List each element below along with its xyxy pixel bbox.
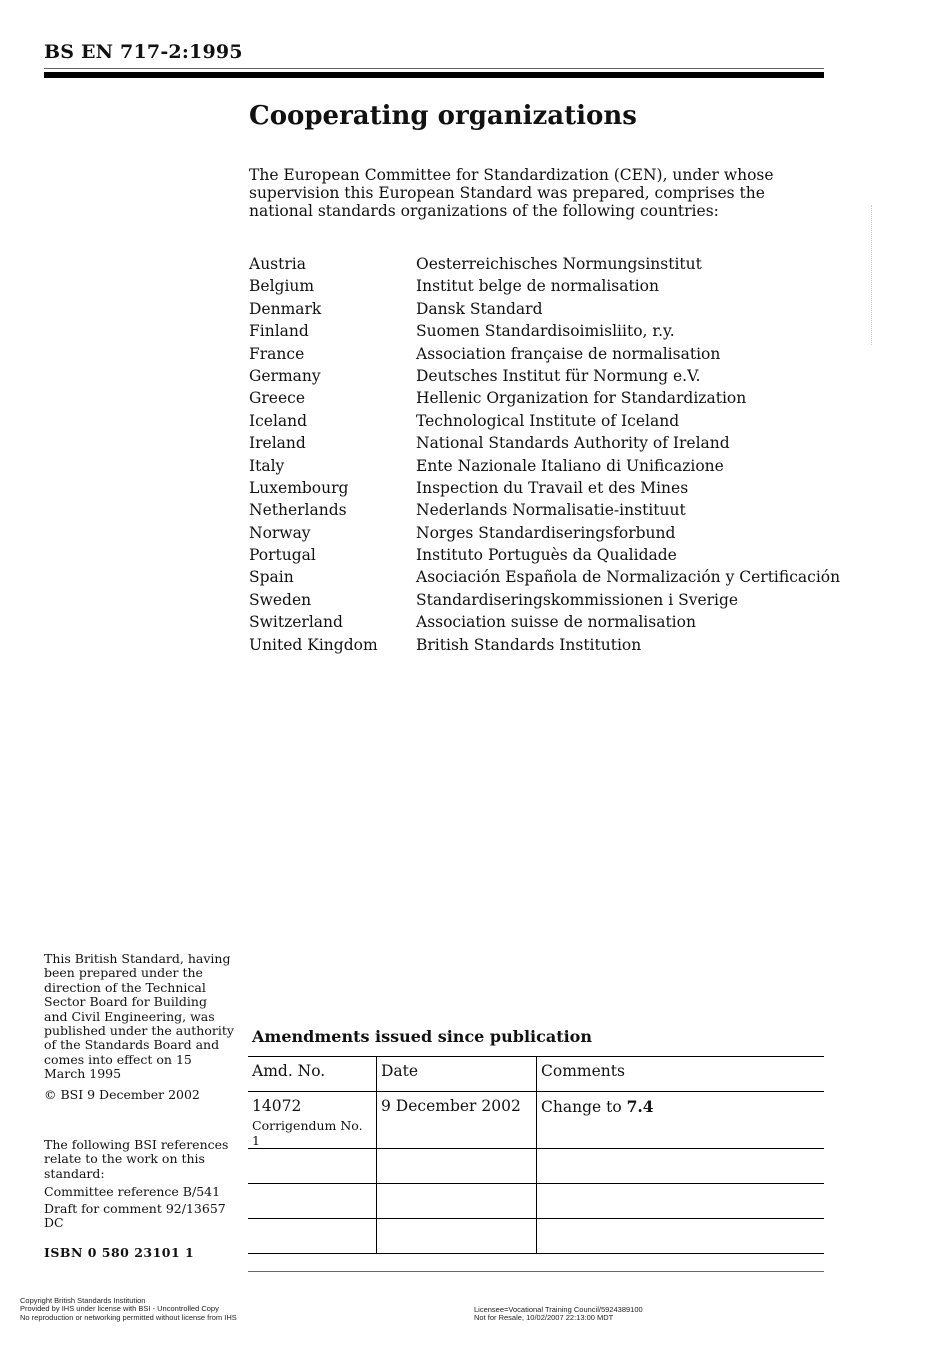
org-country: Austria xyxy=(249,255,306,273)
org-row xyxy=(249,432,840,454)
footer-copyright: Copyright British Standards Institution xyxy=(20,1296,146,1305)
org-country: Sweden xyxy=(249,590,312,609)
org-row xyxy=(249,499,840,521)
org-country: United Kingdom xyxy=(249,635,378,654)
committee-reference: Committee reference B/541 xyxy=(44,1184,221,1199)
footer-restriction: No reproduction or networking permitted without license from IHS xyxy=(20,1312,237,1322)
bottom-rule xyxy=(248,1271,824,1272)
org-country: France xyxy=(249,344,305,363)
table-row xyxy=(248,1219,824,1254)
amd-comment-text: Change to xyxy=(541,1098,622,1116)
amd-comment-clause: 7.4 xyxy=(626,1097,654,1116)
org-name: Standardiseringskommissionen i Sverige xyxy=(416,590,739,609)
footer-left xyxy=(20,1297,237,1322)
org-name: Ente Nazionale Italiano di Unificazione xyxy=(416,456,724,475)
org-name: Instituto Portuguès da Qualidade xyxy=(416,546,677,565)
org-name: National Standards Authority of Ireland xyxy=(416,434,730,453)
org-name: Norges Standardiseringsforbund xyxy=(416,523,676,542)
org-row xyxy=(249,522,840,544)
org-row xyxy=(249,544,840,566)
header-rule-thick xyxy=(44,72,824,78)
amendments-title: Amendments issued since publication xyxy=(252,1027,592,1046)
table-row xyxy=(248,1149,824,1184)
org-name: Technological Institute of Iceland xyxy=(416,411,680,430)
org-row xyxy=(249,387,840,409)
org-country: Germany xyxy=(249,366,321,385)
header-amd-no: Amd. No. xyxy=(248,1057,377,1092)
org-country: Iceland xyxy=(249,411,308,430)
org-row xyxy=(249,410,840,432)
org-row xyxy=(249,634,840,656)
org-country: Italy xyxy=(249,456,285,475)
org-country: Switzerland xyxy=(249,613,343,632)
org-row xyxy=(249,611,840,633)
org-row xyxy=(249,343,840,365)
copyright-line: © BSI 9 December 2002 xyxy=(44,1087,200,1102)
org-row xyxy=(249,477,840,499)
table-row xyxy=(248,1184,824,1219)
org-name: Association suisse de normalisation xyxy=(416,613,696,632)
org-name: Deutsches Institut für Normung e.V. xyxy=(416,366,701,385)
footer-resale: Not for Resale, 10/02/2007 22:13:00 MDT xyxy=(474,1313,614,1323)
table-row xyxy=(248,1092,824,1149)
header-date: Date xyxy=(377,1057,537,1092)
org-country: Denmark xyxy=(249,299,322,318)
org-name: Association française de normalisation xyxy=(416,344,721,363)
amd-subtitle: Corrigendum No. 1 xyxy=(252,1118,363,1148)
page-title: Cooperating organizations xyxy=(249,101,637,131)
org-name: Oesterreichisches Normungsinstitut xyxy=(416,255,702,273)
organizations-list xyxy=(249,253,840,656)
org-name: British Standards Institution xyxy=(416,635,642,654)
footer-provider: Provided by IHS under license with BSI - Uncontrolled Copy xyxy=(20,1304,219,1314)
org-row xyxy=(249,298,840,320)
header-rule-thin xyxy=(44,68,824,69)
org-country: Luxembourg xyxy=(249,478,349,497)
references-intro: The following BSI references relate to the work on this standard: xyxy=(44,1137,229,1181)
document-id: BS EN 717-2:1995 xyxy=(44,41,243,63)
org-country: Belgium xyxy=(249,277,315,296)
org-name: Suomen Standardisoimisliito, r.y. xyxy=(416,322,675,341)
org-name: Dansk Standard xyxy=(416,299,543,318)
amd-date: 9 December 2002 xyxy=(377,1092,537,1149)
org-row xyxy=(249,589,840,611)
intro-paragraph: The European Committee for Standardization (CEN), under whose supervision this European Standard was prepared, comprises the national standards organizations of the following countries: xyxy=(249,166,774,220)
isbn: ISBN 0 580 23101 1 xyxy=(44,1245,195,1260)
amendments-table xyxy=(248,1056,824,1254)
org-name: Hellenic Organization for Standardization xyxy=(416,389,747,408)
header-comments: Comments xyxy=(537,1057,825,1092)
org-country: Finland xyxy=(249,322,309,341)
publication-note: This British Standard, having been prepared under the direction of the Technical Sector Board for Building and Civil Engineering, was published under the authority of the Standards Board and comes into effect on 15 March 1995 xyxy=(44,951,234,1082)
org-country: Portugal xyxy=(249,546,316,565)
margin-marks xyxy=(871,205,878,345)
amendments-header-row xyxy=(248,1057,824,1092)
org-row xyxy=(249,566,840,588)
org-country: Norway xyxy=(249,523,311,542)
org-row xyxy=(249,455,840,477)
org-name: Asociación Española de Normalización y Certificación xyxy=(416,568,841,587)
org-name: Nederlands Normalisatie-instituut xyxy=(416,501,686,520)
amd-no-cell xyxy=(248,1092,377,1149)
footer-licensee: Licensee=Vocational Training Council/5924389100 xyxy=(474,1305,643,1314)
org-row xyxy=(249,253,840,275)
amd-comment-cell xyxy=(537,1092,825,1149)
org-row xyxy=(249,365,840,387)
org-country: Ireland xyxy=(249,434,306,453)
org-country: Netherlands xyxy=(249,501,347,520)
org-country: Spain xyxy=(249,568,294,587)
org-name: Inspection du Travail et des Mines xyxy=(416,478,689,497)
org-country: Greece xyxy=(249,389,305,408)
footer-right xyxy=(474,1306,643,1323)
amd-no: 14072 xyxy=(252,1097,302,1115)
org-name: Institut belge de normalisation xyxy=(416,277,659,296)
draft-reference: Draft for comment 92/13657 DC xyxy=(44,1201,226,1231)
org-row xyxy=(249,320,840,342)
org-row xyxy=(249,275,840,297)
